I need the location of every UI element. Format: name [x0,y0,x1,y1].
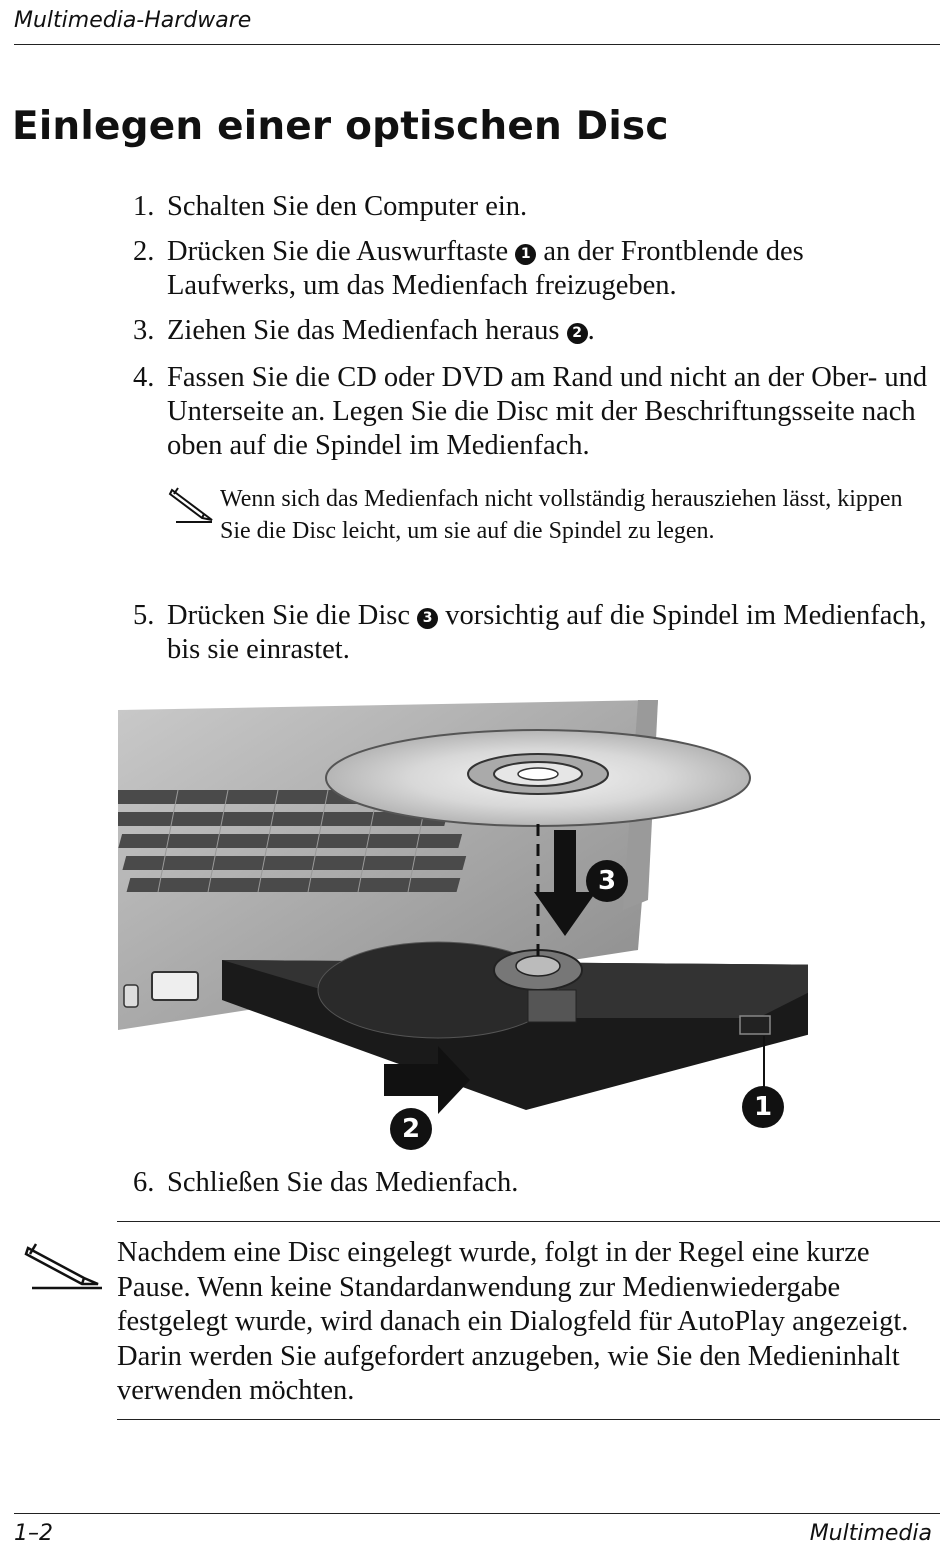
step-text: Schließen Sie das Medienfach. [167,1167,519,1198]
callout-3-icon: 3 [417,608,438,629]
step-1 [133,190,933,224]
step-3 [133,314,933,348]
step-number: 5. [133,600,155,631]
note-top-rule [117,1221,940,1222]
step-4 [133,361,933,463]
step-text: Ziehen Sie das Medienfach heraus 2 . [167,315,595,346]
footer-title: Multimedia [809,1521,932,1546]
section-title: Einlegen einer optischen Disc [12,104,669,149]
step-text: Schalten Sie den Computer ein. [167,191,528,222]
inline-note: Wenn sich das Medienfach nicht vollständig herausziehen lässt, kippen Sie die Disc leicht, um sie auf die Spindel zu legen. [220,486,903,544]
step-5 [133,599,933,667]
callout-3-icon: 3 [586,860,628,902]
step-text: Drücken Sie die Disc 3 vorsichtig auf die Spindel im Medienfach, bis sie einrastet. [167,600,927,665]
header-rule [14,44,940,45]
callout-2-icon: 2 [390,1108,432,1150]
pencil-note-icon [22,1242,106,1290]
step-6 [133,1166,933,1200]
callout-1-icon: 1 [515,244,536,265]
page-number: 1–2 [14,1521,53,1546]
step-number: 2. [133,236,155,267]
footer-rule [14,1513,940,1514]
step-text: Fassen Sie die CD oder DVD am Rand und nicht an der Ober- und Unterseite an. Legen Sie die Disc mit der Beschriftungsseite nach oben auf die Spindel im Medienfach. [167,362,928,461]
laptop-optical-drive-illustration [118,700,808,1160]
step-number: 3. [133,315,155,346]
running-header: Multimedia-Hardware [14,8,252,33]
step-number: 6. [133,1167,155,1198]
callout-1-icon: 1 [742,1086,784,1128]
pencil-note-icon [168,486,216,524]
callout-2-icon: 2 [567,323,588,344]
step-number: 4. [133,362,155,393]
step-2 [133,235,933,303]
step-number: 1. [133,191,155,222]
step-text: Drücken Sie die Auswurftaste 1 an der Frontblende des Laufwerks, um das Medienfach freizugeben. [167,236,804,301]
note-bottom-rule [117,1419,940,1420]
note-text: Nachdem eine Disc eingelegt wurde, folgt in der Regel eine kurze Pause. Wenn keine Standardanwendung zur Medienwiedergabe festgelegt wurde, wird danach ein Dialogfeld für AutoPlay angezeigt. Darin werden Sie aufgefordert anzugeben, wie Sie den Medieninhalt verwenden möchten. [117,1237,909,1406]
illustration-drawing [118,700,808,1160]
